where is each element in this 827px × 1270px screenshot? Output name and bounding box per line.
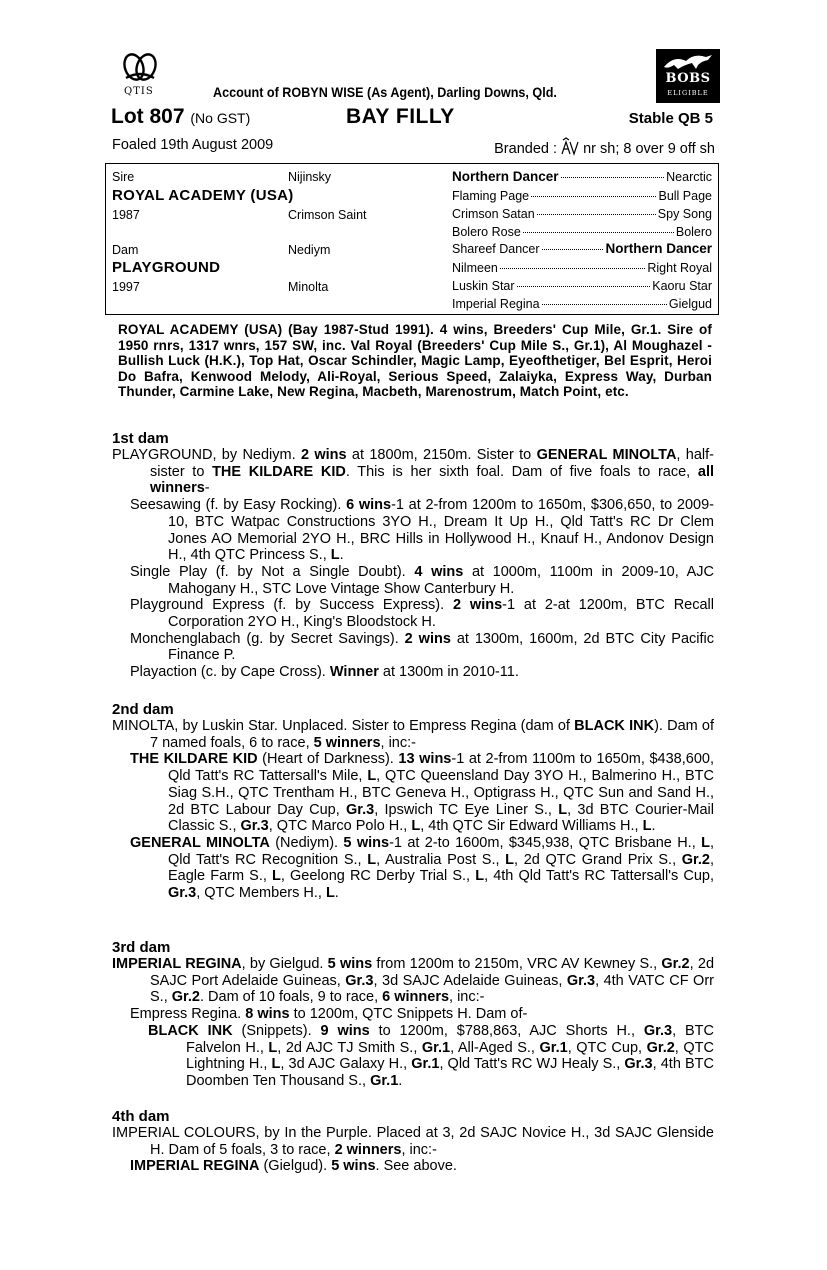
svg-text:AV: AV [561, 137, 563, 138]
progeny-entry: Playaction (c. by Cape Cross). Winner at 1300m in 2010-11. [130, 664, 519, 681]
progeny-entry: Monchenglabach (g. by Secret Savings). 2 wins at 1300m, 1600m, 2d BTC City Pacific Finance P. [130, 630, 715, 664]
progeny-entry: GENERAL MINOLTA (Nediym). 5 wins-1 at 2-to 1600m, $345,938, QTC Brisbane H., L, Qld Tatt's RC Recognition S., L, Australia Post S., L, 2d QTC Grand Prix S., Gr.2, Eagle Farm S., L, Geelong RC Derby Trial S., L, 4th Qld Tatt's RC Tattersall's Cup, Gr.3, QTC Members H., L. [130, 834, 715, 902]
bobs-label: BOBS [665, 71, 711, 86]
branded-suffix: nr sh; 8 over 9 off sh [583, 141, 715, 157]
grandparent-row: Imperial Regina Gielgud [452, 297, 712, 311]
gst-note: (No GST) [190, 110, 251, 126]
progeny-entry: Playground Express (f. by Success Express). 2 wins-1 at 2-at 1200m, BTC Recall Corporation 2YO H., King's Bloodstock H. [130, 597, 714, 631]
lot-number-text: Lot 807 [111, 105, 185, 128]
pedigree-table [105, 163, 719, 315]
grand-progeny-entry: BLACK INK (Snippets). 9 wins to 1200m, $788,863, AJC Shorts H., Gr.3, BTC Falvelon H., L, 2d AJC TJ Smith S., Gr.1, All-Aged S., Gr.1, QTC Cup, Gr.2, QTC Lightning H., L, 3d AJC Galaxy H., Gr.1, Qld Tatt's RC WJ Healy S., Gr.3, 4th BTC Doomben Ten Thousand S., Gr.1. [148, 1022, 715, 1089]
progeny-entry: THE KILDARE KID (Heart of Darkness). 13 wins-1 at 2-from 1100m to 1650m, $438,600, Qld Tatt's RC Tattersall's Mile, L, QTC Queensland Day 3YO H., Balmerino H., BTC Siag S.H., QTC Trentham H., BTC Geneva H., Optigrass H., QTC Sun and Sand H., 2d BTC Labour Day Cup, Gr.3, Ipswich TC Eye Liner S., L, 3d BTC Courier-Mail Classic S., Gr.3, QTC Marco Polo H., L, 4th QTC Sir Edward Williams H., L. [130, 751, 714, 835]
bobs-eligible-badge [656, 49, 720, 103]
grandparent-row: Shareef Dancer Northern Dancer [452, 241, 712, 256]
grandparent-row: Bolero Rose Bolero [452, 225, 712, 239]
lot-number [111, 105, 250, 129]
stable-id: Stable QB 5 [628, 110, 713, 127]
third-dam-heading: 3rd dam [112, 939, 171, 956]
third-dam-entry: IMPERIAL REGINA, by Gielgud. 5 wins from 1200m to 2150m, VRC AV Kewney S., Gr.2, 2d SAJC Port Adelaide Guineas, Gr.3, 3d SAJC Adelaide Guineas, Gr.3, 4th VATC CF Orr S., Gr.2. Dam of 10 foals, 9 to race, 6 winners, inc:- [112, 956, 715, 1006]
dam-sire: Nediym [288, 243, 331, 257]
horse-icon [656, 49, 720, 73]
second-dam-section [112, 718, 714, 902]
grandparent-row: Northern Dancer Nearctic [452, 169, 712, 184]
first-dam-entry: PLAYGROUND, by Nediym. 2 wins at 1800m, 2150m. Sister to GENERAL MINOLTA, half-sister to THE KILDARE KID. This is her sixth foal. Dam of five foals to race, all winners- [112, 447, 714, 497]
bobs-sub-label: ELIGIBLE [667, 89, 709, 97]
qtis-label: QTIS [124, 86, 154, 97]
dam-year: 1997 [112, 280, 140, 294]
qtis-logo [120, 48, 164, 98]
progeny-entry: Single Play (f. by Not a Single Doubt). 4 wins at 1000m, 1100m in 2009-10, AJC Mahogany H., STC Love Vintage Show Canterbury H. [130, 563, 714, 597]
sire-label: Sire [112, 170, 135, 184]
grandparent-row: Nilmeen Right Royal [452, 261, 712, 275]
grandparent-row: Flaming Page Bull Page [452, 189, 712, 203]
sire-name: ROYAL ACADEMY (USA) [112, 187, 294, 204]
dam-name: PLAYGROUND [112, 259, 221, 276]
progeny-entry: IMPERIAL REGINA (Gielgud). 5 wins. See above. [130, 1158, 457, 1175]
sire-dam: Crimson Saint [288, 208, 367, 222]
dam-dam: Minolta [288, 280, 329, 294]
dam-label: Dam [112, 243, 139, 257]
sire-year: 1987 [112, 208, 140, 222]
first-dam-heading: 1st dam [112, 430, 169, 447]
vendor-account: Account of ROBYN WISE (As Agent), Darling Downs, Qld. [213, 84, 557, 100]
horse-description: BAY FILLY [346, 105, 455, 128]
brand-mark-icon [561, 137, 579, 157]
sire-sire: Nijinsky [288, 170, 332, 184]
third-dam-section [112, 956, 714, 1090]
grandparent-row: Luskin Star Kaoru Star [452, 279, 712, 293]
fourth-dam-heading: 4th dam [112, 1108, 170, 1125]
branded-prefix: Branded : [494, 141, 558, 157]
foaled-date: Foaled 19th August 2009 [112, 137, 274, 153]
sire-summary: ROYAL ACADEMY (USA) (Bay 1987-Stud 1991). 4 wins, Breeders' Cup Mile, Gr.1. Sire of 1950 rnrs, 1317 wnrs, 157 SW, inc. Val Royal (Breeders' Cup Mile S., Gr.1), Al Moughazel - Bullish Luck (H.K.), Top Hat, Oscar Schindler, Magic Lamp, Eyeofthetiger, Bel Esprit, Heroi Do Bafra, Kenwood Melody, Ali-Royal, Serious Speed, Zalaiyka, Express Way, Durban Thunder, Carmine Lake, New Regina, Macbeth, Marenostrum, Match Point, etc. [118, 322, 712, 399]
progeny-entry: Seesawing (f. by Easy Rocking). 6 wins-1 at 2-from 1200m to 1650m, $306,650, to 2009-10, BTC Watpac Constructions 3YO H., Dream It Up H., Qld Tatt's RC Dr Clem Jones AO Memorial 2YO H., BRC Hills in Hollywood H., Knauf H., Andonov Design H., 4th QTC Princess S., L. [130, 497, 714, 564]
progeny-entry: Empress Regina. 8 wins to 1200m, QTC Snippets H. Dam of- [130, 1006, 528, 1023]
grandparent-row: Crimson Satan Spy Song [452, 207, 712, 221]
fourth-dam-entry: IMPERIAL COLOURS, by In the Purple. Placed at 3, 2d SAJC Novice H., 3d SAJC Glenside H. Dam of 5 foals, 3 to race, 2 winners, inc:- [112, 1125, 714, 1158]
first-dam-section [112, 447, 714, 681]
brand-info [494, 137, 715, 157]
second-dam-heading: 2nd dam [112, 701, 174, 718]
lot-line [111, 105, 715, 131]
qtis-emblem-icon [120, 48, 160, 86]
fourth-dam-section [112, 1125, 714, 1175]
second-dam-entry: MINOLTA, by Luskin Star. Unplaced. Sister to Empress Regina (dam of BLACK INK). Dam of 7 named foals, 6 to race, 5 winners, inc:- [112, 718, 714, 751]
